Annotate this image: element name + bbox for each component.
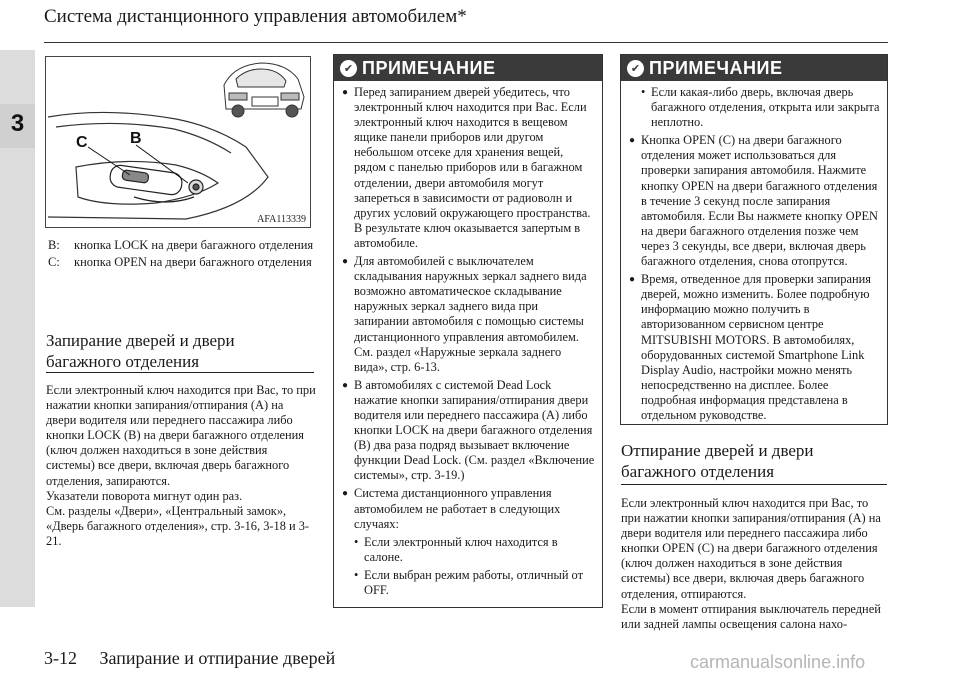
locking-heading: Запирание дверей и двери багажного отделения (46, 331, 235, 371)
paragraph: Если в момент отпирания выключатель передней или задней лампы освещения салона нахо- (621, 601, 881, 631)
bullet-icon: ● (342, 87, 349, 98)
note-subitem-text: Если какая-либо дверь, включая дверь багажного отделения, открыта или закрыта неплотно. (651, 85, 880, 130)
paragraph: Если электронный ключ находится при Вас, то при нажатии кнопки запирания/отпирания (A) на двери водителя или переднего пассажира либо кнопки OPEN (C) на двери багажного отделения (ключ должен находиться в зоне действия системы) все двери, включая дверь багажного отделения, отпираются. (621, 496, 881, 601)
page-number: 3-12 (44, 648, 77, 668)
chapter-number: 3 (10, 110, 25, 137)
legend-key: B: (48, 238, 60, 252)
sub-bullet: • (641, 85, 646, 99)
figure-code: AFA113339 (257, 214, 306, 225)
header-title: Система дистанционного управления автомобилем* (44, 6, 467, 27)
note-item (342, 85, 596, 251)
legend-row (48, 238, 318, 253)
figure-legend (48, 238, 318, 272)
sub-bullet: • (354, 567, 359, 582)
note-box-2 (620, 54, 888, 425)
callout-b: B (130, 130, 142, 147)
note-item (342, 486, 596, 531)
note-title: ПРИМЕЧАНИЕ (649, 57, 783, 78)
watermark: carmanualsonline.info (690, 652, 866, 672)
note-item-text: Система дистанционного управления автомобилем не работает в следующих случаях: (354, 486, 561, 531)
note-subitem (641, 85, 881, 130)
checkmark-icon: ✔ (340, 60, 357, 77)
legend-row (48, 255, 318, 270)
note-item-text: В автомобилях с системой Dead Lock нажатие кнопки запирания/отпирания двери водителя или переднего пассажира (A) либо кнопки LOCK на двери багажного отделения (B) два раза подряд вызывает включение функции Dead Lock. (См. раздел «Включение системы», стр. 3-19.) (354, 377, 595, 483)
note-item-text: Кнопка OPEN (C) на двери багажного отделения может использоваться для проверки запирания автомобиля. Нажмите кнопку OPEN на двери багажного отделения в течение 3 секунд после запирания автомобиля. Если Вы нажмете кнопку OPEN на двери багажного отделения позже чем через 3 секунды, все двери, включая дверь багажного отделения, снова отопрутся. (641, 133, 878, 269)
tailgate-figure (45, 56, 311, 228)
sub-bullet: • (354, 534, 359, 549)
bullet-icon: ● (629, 274, 636, 286)
note-item-text: Для автомобилей с выключателем складывания наружных зеркал заднего вида возможно автоматическое складывание наружных зеркал заднего вида при запирании автомобиля с помощью системы дистанционного управления автомобилем. См. раздел «Наружные зеркала заднего вида», стр. 6-13. (354, 254, 587, 374)
note-subitem (354, 568, 596, 598)
note-item (629, 133, 881, 269)
locking-heading-rule (46, 372, 314, 373)
unlocking-heading-rule (621, 484, 887, 485)
checkmark-icon: ✔ (627, 60, 644, 77)
locking-body (46, 383, 316, 549)
bullet-icon: ● (342, 379, 349, 391)
legend-key: C: (48, 255, 60, 269)
legend-text: кнопка OPEN на двери багажного отделения (74, 255, 312, 269)
note-subitem-text: Если электронный ключ находится в салоне. (364, 534, 558, 564)
note-item-text: Время, отведенное для проверки запирания дверей, можно изменить. Более подробную информацию можно получить в авторизованном сервисном центре MITSUBISHI MOTORS. В автомобилях, оборудованных системой Smartphone Link Display Audio, настройки можно менять непосредственно на дисплее. Более подробная информация представлена в отдельном руководстве. (641, 272, 871, 422)
header-divider (44, 42, 888, 43)
note-subitem (354, 535, 596, 565)
bullet-icon: ● (629, 135, 636, 147)
unlocking-body (621, 496, 889, 632)
note-header (621, 55, 887, 81)
note-subitem-text: Если выбран режим работы, отличный от OFF. (364, 567, 583, 597)
note-item (342, 378, 596, 484)
note-header (334, 55, 602, 81)
bullet-icon: ● (342, 256, 349, 268)
paragraph: См. разделы «Двери», «Центральный замок», «Дверь багажного отделения», стр. 3-16, 3-18 и 3-21. (46, 503, 310, 548)
car-silhouette (224, 63, 304, 117)
note-body (342, 85, 596, 601)
note-body (629, 85, 881, 426)
note-item (629, 272, 881, 423)
note-box-1 (333, 54, 603, 608)
note-item-text: Перед запиранием дверей убедитесь, что электронный ключ находится при Вас. Если электронный ключ находится в вещевом ящике панели приборов или другом небольшом отсеке для хранения вещей, рядом с панелью приборов или в багажном отделении, двери автомобиля могут запереться в зависимости от радиоволн и других условий окружающего пространства. В результате ключ оказывается запертым в автомобиле. (354, 85, 591, 250)
tailgate-illustration (46, 57, 311, 228)
legend-text: кнопка LOCK на двери багажного отделения (74, 238, 314, 252)
page-footer (44, 648, 335, 669)
note-item (342, 254, 596, 375)
tailgate-panel (48, 112, 268, 219)
bullet-icon: ● (342, 488, 349, 500)
unlocking-heading: Отпирание дверей и двери багажного отделения (621, 441, 814, 481)
note-title: ПРИМЕЧАНИЕ (362, 57, 496, 78)
footer-section-title: Запирание и отпирание дверей (99, 648, 336, 668)
callout-c: C (76, 134, 88, 151)
paragraph: Указатели поворота мигнут один раз. (46, 488, 243, 503)
paragraph: Если электронный ключ находится при Вас, то при нажатии кнопки запирания/отпирания (A) на двери водителя или переднего пассажира либо кнопки LOCK (B) на двери багажного отделения (ключ должен находиться в зоне действия системы) все двери, включая дверь багажного отделения, запираются. (46, 383, 316, 488)
